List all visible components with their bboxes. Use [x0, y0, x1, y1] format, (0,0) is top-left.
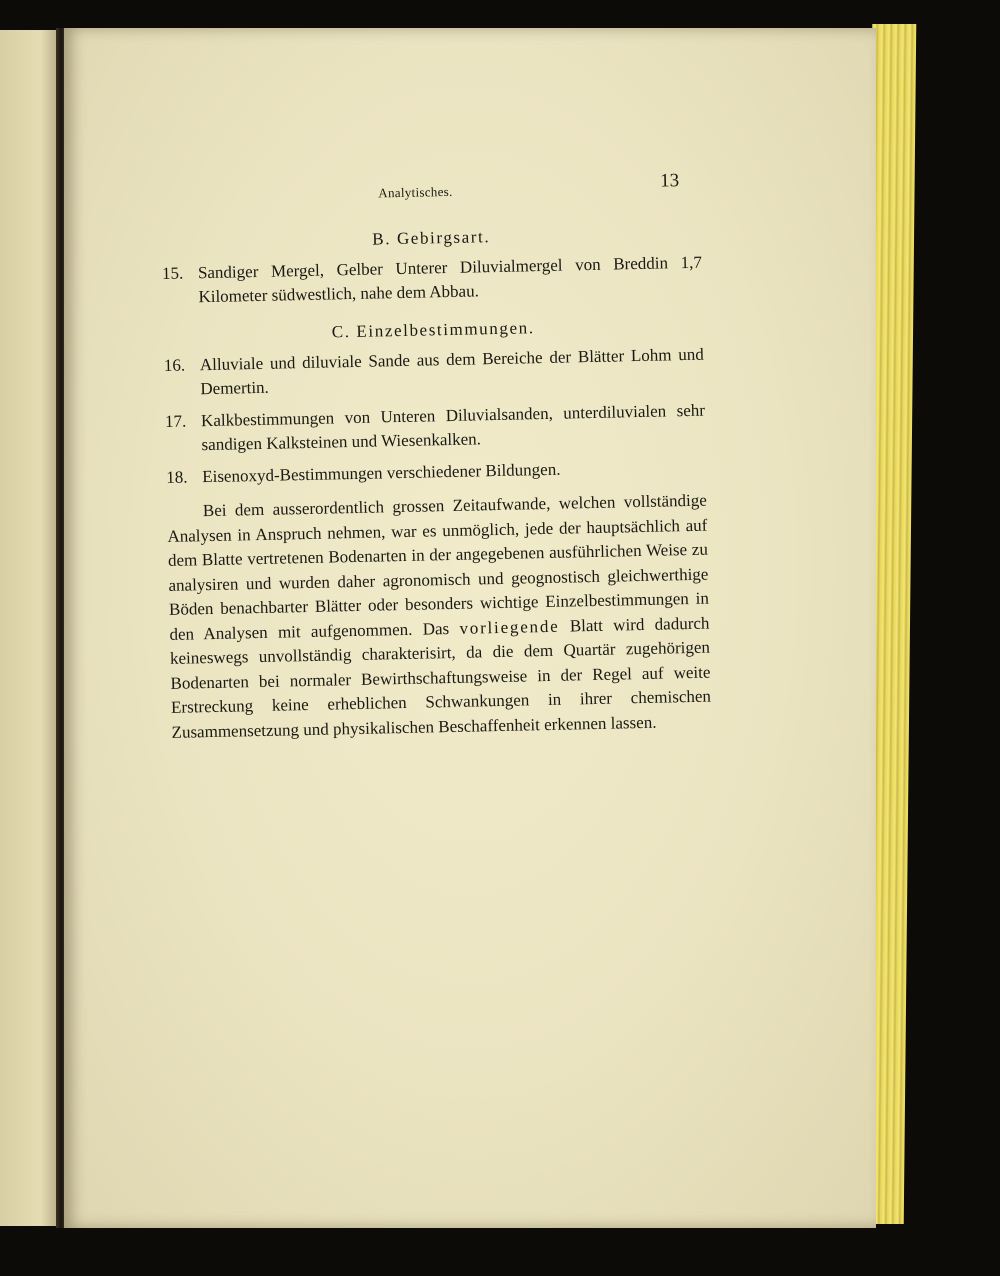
item-text: Alluviale und diluviale Sande aus dem Bereiche der Blätter Lohm und Demertin. [199, 344, 704, 399]
item-text: Eisenoxyd-Bestimmungen verschiedener Bildungen. [202, 459, 561, 487]
section-heading-c: C. Einzelbestimmungen. [331, 318, 535, 342]
page-content [160, 169, 712, 745]
list-item [164, 343, 705, 402]
item-text: Kalkbestimmungen von Unteren Diluvialsanden, unterdiluvialen sehr sandigen Kalksteinen und Wiesenkalken. [200, 400, 706, 455]
item-number: 15. [161, 263, 184, 283]
list-item [162, 251, 703, 310]
list-item [166, 455, 706, 490]
item-text: Sandiger Mergel, Gelber Unterer Diluvialmergel von Breddin 1,7 Kilometer südwestlich, nahe dem Abbau. [197, 252, 703, 307]
body-paragraph [167, 489, 712, 745]
item-number: 18. [166, 467, 188, 487]
paragraph-text-2: Blatt wird dadurch keineswegs unvollständig charakterisirt, da die dem Quartär zugehörigen Bodenarten bei normaler Bewirthschaftungsweise in der Regel auf weite Erstreckung keine erheblichen Schwankungen in ihrer chemischen Zusammensetzung und physikalischen Beschaffenheit erkennen lassen. [169, 613, 712, 742]
left-page-edge [0, 30, 58, 1226]
item-number: 17. [164, 411, 187, 431]
list-item [165, 399, 706, 458]
running-head: Analytisches. [378, 183, 453, 201]
paragraph-emphasis: vorliegende [459, 616, 560, 638]
page-number: 13 [659, 170, 680, 192]
item-number: 16. [163, 355, 186, 375]
paragraph-text-1: Bei dem ausserordentlich grossen Zeitaufwande, welchen vollständige Analysen in Anspruch nehmen, war es unmöglich, jede der hauptsächlich auf dem Blatte vertretenen Bodenarten in der angegebenen ausführlichen Weise zu analysiren und wurden daher agronomisch und geognostisch gleichwerthige Böden benachbarter Blätter oder besonders wichtige Einzelbestimmungen in den Analysen mit aufgenommen. Das [167, 490, 710, 644]
section-heading-b: B. Gebirgsart. [372, 227, 491, 249]
